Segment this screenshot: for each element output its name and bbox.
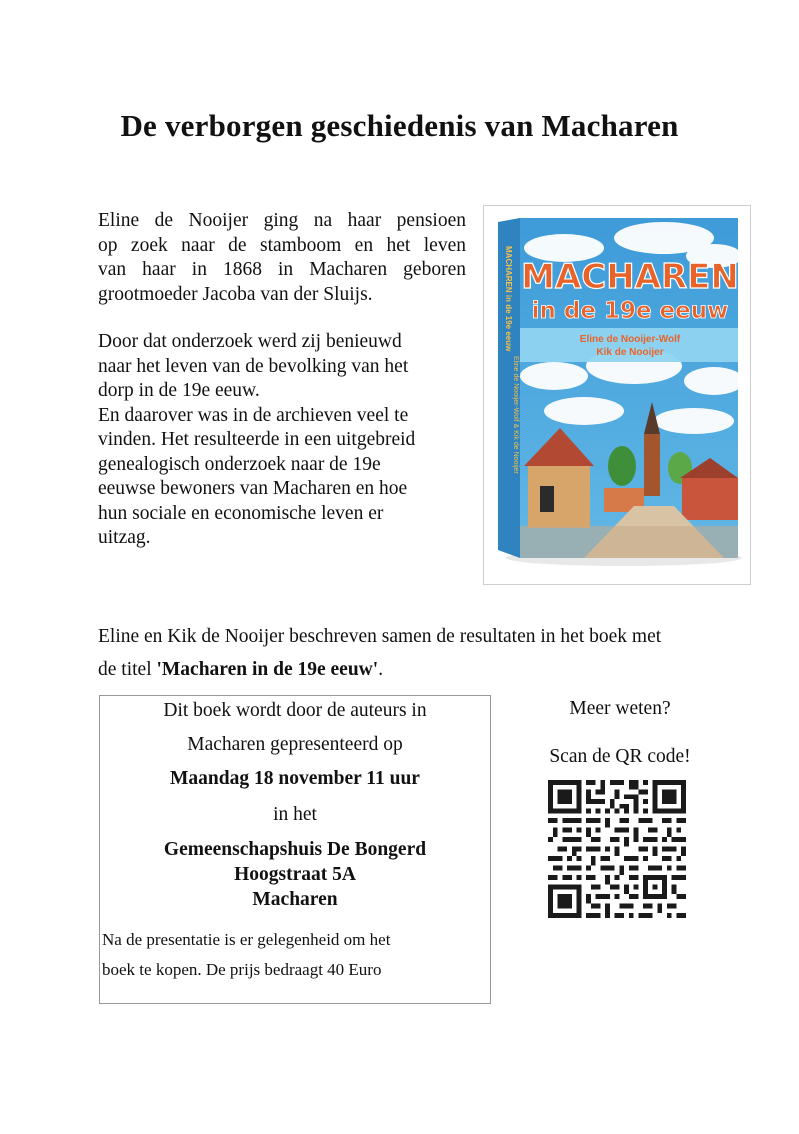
text-line: Door dat onderzoek werd zij benieuwd bbox=[98, 331, 402, 352]
event-town: Macharen bbox=[252, 889, 338, 910]
text-line: Eline de Nooijer ging na haar pensioen bbox=[98, 210, 466, 231]
text-line: genealogisch onderzoek naar de 19e bbox=[98, 453, 381, 475]
event-line-2: Macharen gepresenteerd op bbox=[187, 734, 403, 755]
event-date: Maandag 18 november 11 uur bbox=[170, 768, 420, 789]
text-line: naar het leven van de bevolking van het bbox=[98, 355, 409, 377]
qr-instruction: Scan de QR code! bbox=[549, 746, 691, 767]
text-line: vinden. Het resulteerde in een uitgebreid bbox=[98, 429, 416, 450]
intro-prefix: de titel bbox=[98, 659, 157, 680]
text-line: hun sociale en economische leven er bbox=[98, 502, 384, 524]
event-line-1: Dit boek wordt door de auteurs in bbox=[163, 700, 427, 721]
intro-line-1: Eline en Kik de Nooijer beschreven samen de resultaten in het boek met bbox=[98, 626, 662, 647]
intro-paragraph-1 bbox=[98, 209, 466, 307]
text-line: van haar in 1868 in Macharen geboren bbox=[98, 259, 466, 280]
book-spine-title: MACHAREN in de 19e eeuw bbox=[504, 246, 513, 352]
book-intro-text bbox=[98, 620, 758, 686]
event-in-het: in het bbox=[273, 804, 317, 825]
intro-suffix: . bbox=[378, 659, 384, 680]
price-note-line-1: Na de presentatie is er gelegenheid om het bbox=[102, 930, 391, 949]
book-cover-illustration bbox=[484, 206, 752, 586]
text-line: eeuwse bewoners van Macharen en hoe bbox=[98, 478, 408, 499]
text-line: grootmoeder Jacoba van der Sluijs. bbox=[98, 283, 373, 305]
book-cover-title-line2: in de 19e eeuw bbox=[531, 298, 729, 324]
qr-code[interactable] bbox=[548, 780, 686, 918]
text-line: uitzag. bbox=[98, 527, 151, 548]
book-cover-image bbox=[483, 205, 751, 585]
page-title: De verborgen geschiedenis van Macharen bbox=[120, 108, 679, 143]
price-note-line-2: boek te kopen. De prijs bedraagt 40 Euro bbox=[102, 960, 382, 979]
book-title: 'Macharen in de 19e eeuw' bbox=[156, 659, 379, 680]
more-info-heading: Meer weten? bbox=[569, 698, 671, 719]
book-cover-author-1: Eline de Nooijer-Wolf bbox=[579, 334, 681, 345]
event-details-box bbox=[99, 695, 491, 1004]
book-spine-authors: Eline de Nooijer-Wolf & Kik de Nooijer bbox=[512, 356, 519, 474]
book-cover-author-2: Kik de Nooijer bbox=[596, 347, 664, 358]
text-line: dorp in de 19e eeuw. bbox=[98, 380, 260, 401]
book-cover-title-line1: MACHAREN bbox=[521, 257, 739, 297]
intro-paragraph-2 bbox=[98, 330, 468, 551]
text-line: En daarover was in de archieven veel te bbox=[98, 404, 409, 426]
event-venue: Gemeenschapshuis De Bongerd bbox=[163, 839, 427, 860]
event-street: Hoogstraat 5A bbox=[234, 864, 356, 885]
text-line: op zoek naar de stamboom en het leven bbox=[98, 234, 466, 256]
